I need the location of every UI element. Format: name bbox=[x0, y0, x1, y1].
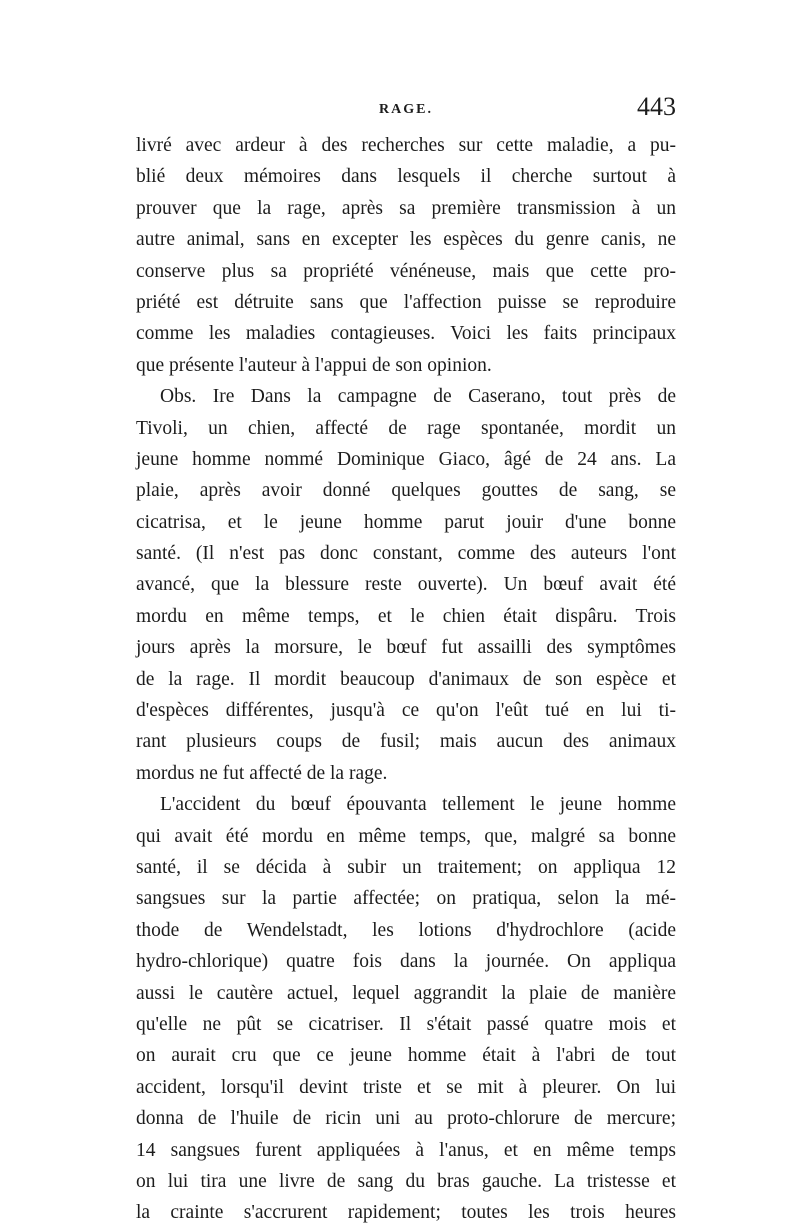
text-line: cicatrisa, et le jeune homme parut jouir d'une bonne bbox=[136, 511, 676, 533]
text-line: que présente l'auteur à l'appui de son opinion. bbox=[136, 354, 492, 376]
text-line: avancé, que la blessure reste ouverte). Un bœuf avait été bbox=[136, 574, 676, 596]
text-line: jeune homme nommé Dominique Giaco, âgé de 24 ans. La bbox=[136, 448, 676, 470]
text-line: comme les maladies contagieuses. Voici les faits principaux bbox=[136, 323, 676, 345]
text-line: mordu en même temps, et le chien était dispâru. Trois bbox=[136, 605, 676, 627]
text-line: on lui tira une livre de sang du bras gauche. La tristesse et bbox=[136, 1170, 676, 1192]
text-line: d'espèces différentes, jusqu'à ce qu'on l'eût tué en lui ti- bbox=[136, 700, 676, 722]
page-number: 443 bbox=[637, 92, 676, 121]
text-line: 14 sangsues furent appliquées à l'anus, et en même temps bbox=[136, 1139, 676, 1161]
text-line: donna de l'huile de ricin uni au proto-chlorure de mercure; bbox=[136, 1108, 676, 1130]
text-line: priété est détruite sans que l'affection puisse se reproduire bbox=[136, 291, 676, 313]
body-text bbox=[136, 130, 676, 1229]
text-line: livré avec ardeur à des recherches sur cette maladie, a pu- bbox=[136, 135, 676, 156]
text-line: prouver que la rage, après sa première transmission à un bbox=[136, 197, 676, 219]
text-line: mordus ne fut affecté de la rage. bbox=[136, 762, 388, 784]
text-line: L'accident du bœuf épouvanta tellement le jeune homme bbox=[160, 794, 676, 816]
text-line: blié deux mémoires dans lesquels il cherche surtout à bbox=[136, 166, 676, 188]
text-line: santé. (Il n'est pas donc constant, comme des auteurs l'ont bbox=[136, 543, 676, 565]
text-line: rant plusieurs coups de fusil; mais aucun des animaux bbox=[136, 731, 676, 753]
text-line: Tivoli, un chien, affecté de rage spontanée, mordit un bbox=[136, 417, 676, 439]
text-line: hydro-chlorique) quatre fois dans la journée. On appliqua bbox=[136, 951, 676, 973]
text-line: de la rage. Il mordit beaucoup d'animaux de son espèce et bbox=[136, 668, 676, 690]
text-line: jours après la morsure, le bœuf fut assailli des symptômes bbox=[136, 637, 676, 659]
running-title: RAGE. bbox=[379, 102, 433, 117]
text-line: conserve plus sa propriété vénéneuse, mais que cette pro- bbox=[136, 260, 676, 282]
text-line: aussi le cautère actuel, lequel aggrandit la plaie de manière bbox=[136, 982, 676, 1004]
text-line: qu'elle ne pût se cicatriser. Il s'était passé quatre mois et bbox=[136, 1013, 676, 1035]
text-line: thode de Wendelstadt, les lotions d'hydrochlore (acide bbox=[136, 919, 676, 941]
text-line: la crainte s'accrurent rapidement; toutes les trois heures bbox=[136, 1202, 676, 1224]
text-line: Obs. Ire Dans la campagne de Caserano, tout près de bbox=[160, 386, 676, 408]
text-line: santé, il se décida à subir un traitement; on appliqua 12 bbox=[136, 856, 676, 878]
text-line: sangsues sur la partie affectée; on pratiqua, selon la mé- bbox=[136, 888, 676, 910]
running-head bbox=[136, 92, 676, 132]
text-line: plaie, après avoir donné quelques gouttes de sang, se bbox=[136, 480, 676, 502]
text-line: accident, lorsqu'il devint triste et se mit à pleurer. On lui bbox=[136, 1076, 676, 1098]
text-line: on aurait cru que ce jeune homme était à l'abri de tout bbox=[136, 1045, 676, 1067]
text-line: autre animal, sans en excepter les espèces du genre canis, ne bbox=[136, 229, 676, 251]
text-line: qui avait été mordu en même temps, que, malgré sa bonne bbox=[136, 825, 676, 847]
